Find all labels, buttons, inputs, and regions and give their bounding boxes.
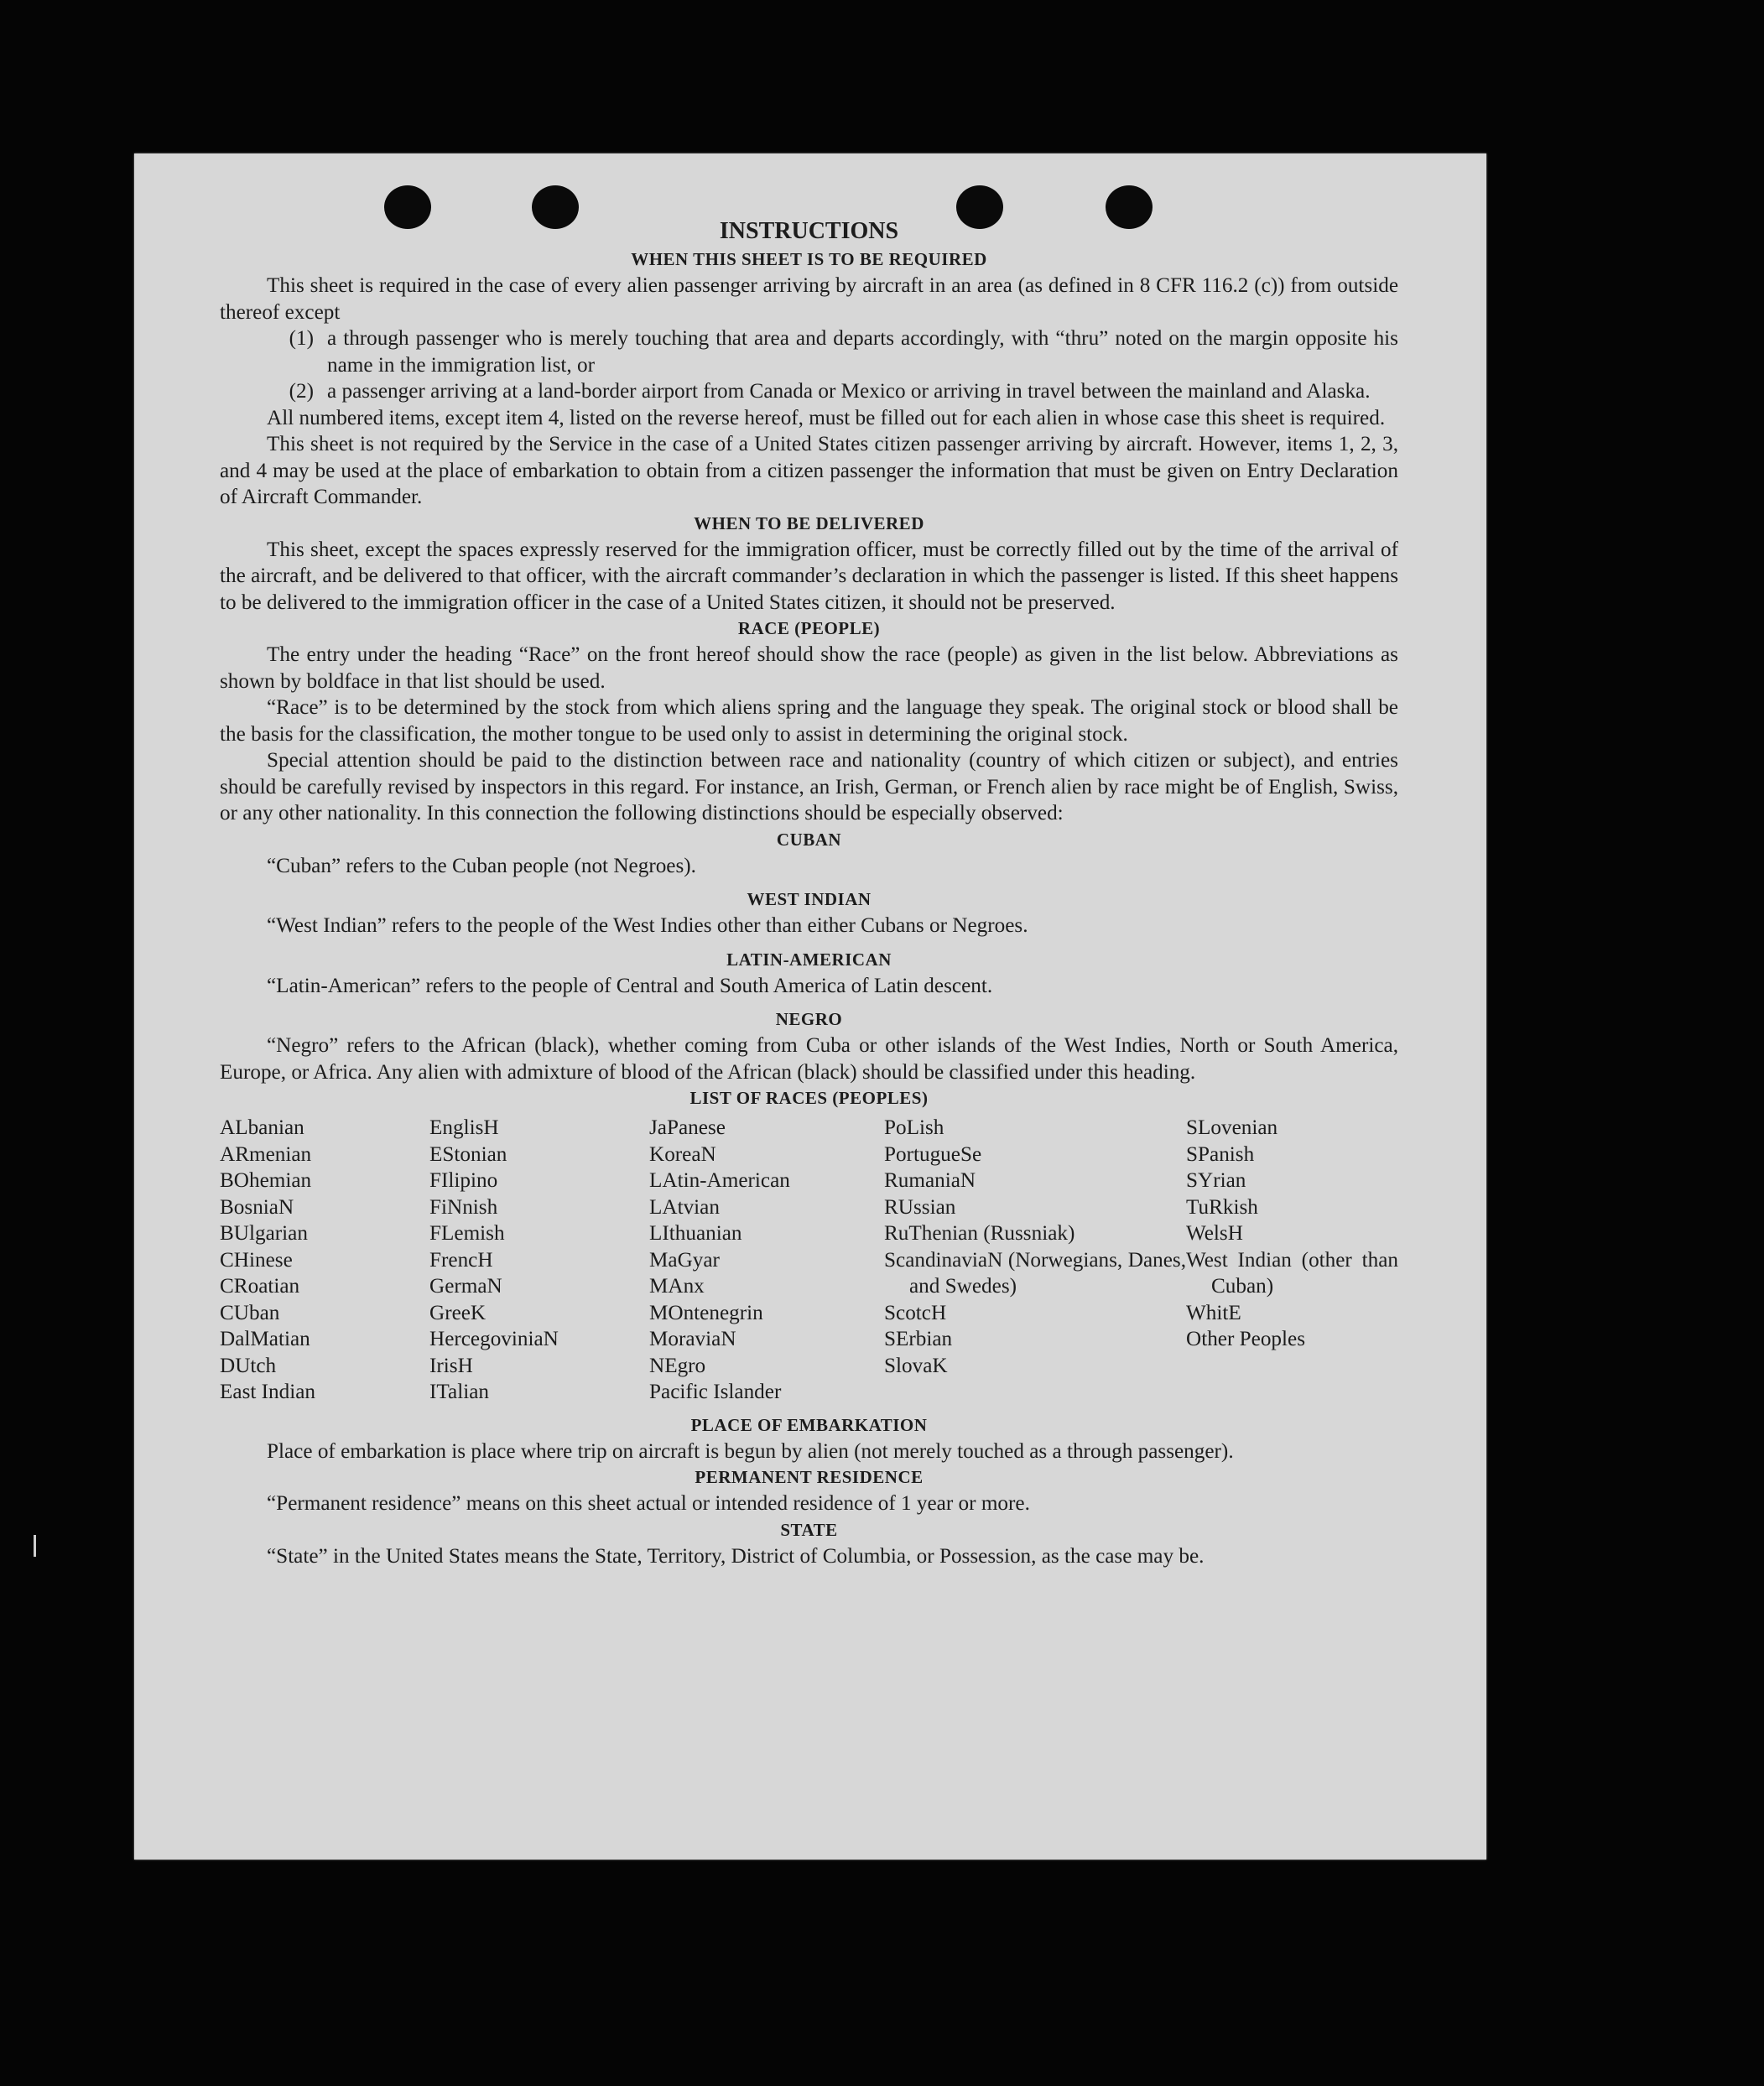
races-column (884, 1115, 1186, 1406)
race-entry: BosniaN (220, 1195, 294, 1219)
paragraph: “Permanent residence” means on this sheet actual or intended residence of 1 year or more. (267, 1492, 1030, 1515)
paragraph: The entry under the heading “Race” on the front hereof should show the race (people) as given in the list below. Abbreviations as shown by boldface in that list should be used. (220, 643, 1398, 693)
races-column (220, 1115, 429, 1406)
paragraph: Special attention should be paid to the distinction between race and nationality (country of which citizen or subject), and entries should be carefully revised by inspectors in this regard. For instance, an Irish, German, or French alien by race might be of English, Swiss, or any other nationality. In this connection the following distinctions should be especially observed: (220, 749, 1398, 825)
race-entry: SYrian (1186, 1169, 1246, 1192)
paragraph: “State” in the United States means the State, Territory, District of Columbia, or Possession, as the case may be. (267, 1544, 1205, 1568)
race-entry: TuRkish (1186, 1195, 1258, 1219)
races-column (1186, 1115, 1398, 1406)
race-entry: FrencH (429, 1248, 493, 1272)
list-item (220, 325, 1398, 378)
race-entry: BUlgarian (220, 1222, 308, 1245)
race-entry: EStonian (429, 1142, 507, 1166)
race-entry: FIlipino (429, 1169, 498, 1192)
paragraph: “West Indian” refers to the people of the West Indies other than either Cubans or Negroes. (267, 914, 1028, 937)
race-entry: PoLish (884, 1116, 944, 1139)
race-entry: KoreaN (649, 1142, 716, 1166)
section-heading: LATIN-AMERICAN (726, 949, 892, 970)
race-entry: CHinese (220, 1248, 293, 1272)
section-heading: CUBAN (776, 829, 842, 850)
section-heading: LIST OF RACES (PEOPLES) (689, 1088, 929, 1108)
races-column (429, 1115, 649, 1406)
instructions-text (220, 216, 1398, 1569)
item-number: (2) (289, 380, 314, 403)
race-entry: EnglisH (429, 1116, 499, 1139)
paragraph: This sheet is not required by the Service in the case of a United States citizen passenger arriving by aircraft. However, items 1, 2, 3, and 4 may be used at the place of embarkation to obtain from a citizen passenger the information that must be given on Entry Declaration of Aircraft Commander. (220, 433, 1398, 508)
section-heading: STATE (780, 1519, 838, 1540)
race-entry: Other Peoples (1186, 1328, 1305, 1350)
race-entry: JaPanese (649, 1116, 726, 1139)
section-heading: PERMANENT RESIDENCE (695, 1467, 924, 1487)
paragraph: All numbered items, except item 4, listed on the reverse hereof, must be filled out for each alien in whose case this sheet is required. (267, 406, 1386, 429)
item-number: (1) (289, 327, 314, 350)
race-entry: WhitE (1186, 1301, 1241, 1324)
page-title: INSTRUCTIONS (719, 218, 899, 244)
race-entry: RumaniaN (884, 1169, 976, 1192)
race-entry: CRoatian (220, 1275, 300, 1298)
race-entry: FLemish (429, 1222, 505, 1245)
race-entry: NEgro (649, 1354, 706, 1377)
race-entry: DUtch (220, 1354, 277, 1377)
item-text: a passenger arriving at a land-border airport from Canada or Mexico or arriving in travel between the mainland and Alaska. (327, 380, 1371, 403)
race-entry: HercegoviniaN (429, 1328, 559, 1350)
section-heading: NEGRO (775, 1009, 843, 1029)
race-entry: Pacific Islander (649, 1381, 782, 1403)
race-entry: LAtin-American (649, 1169, 790, 1192)
paragraph: This sheet, except the spaces expressly reserved for the immigration officer, must be correctly filled out by the time of the arrival of the aircraft, and be delivered to that officer, with the aircraft commander’s declaration in which the passenger is listed. If this sheet happens to be delivered to the immigration officer in the case of a United States citizen, it should not be preserved. (220, 538, 1398, 614)
section-heading: PLACE OF EMBARKATION (690, 1414, 928, 1435)
race-entry: WelsH (1186, 1222, 1243, 1245)
race-entry: ITalian (429, 1381, 489, 1403)
section-heading: RACE (PEOPLE) (737, 618, 881, 638)
race-entry: RuThenian (Russniak) (884, 1222, 1075, 1245)
section-heading: WHEN THIS SHEET IS TO BE REQUIRED (631, 249, 987, 269)
race-entry: CUban (220, 1301, 280, 1324)
race-entry: SLovenian (1186, 1116, 1278, 1139)
race-entry: FiNnish (429, 1195, 498, 1219)
paragraph: This sheet is required in the case of every alien passenger arriving by aircraft in an area (as defined in 8 CFR 116.2 (c)) from outside thereof except (220, 274, 1398, 324)
race-entry: LAtvian (649, 1195, 720, 1219)
section-heading: WHEN TO BE DELIVERED (694, 512, 924, 533)
race-entry: SlovaK (884, 1354, 948, 1377)
race-entry: GreeK (429, 1301, 487, 1324)
race-entry: West Indian (other than Cuban) (1186, 1248, 1398, 1298)
section-heading: WEST INDIAN (747, 889, 872, 909)
race-entry: GermaN (429, 1275, 502, 1298)
paragraph: “Negro” refers to the African (black), whether coming from Cuba or other islands of the West Indies, North or South America, Europe, or Africa. Any alien with admixture of blood of the African (black) should be classified under this heading. (220, 1034, 1398, 1084)
race-entry: DalMatian (220, 1328, 310, 1350)
document-page (134, 153, 1486, 1860)
list-item (220, 378, 1398, 405)
race-entry: East Indian (220, 1381, 316, 1403)
paragraph: “Latin-American” refers to the people of Central and South America of Latin descent. (267, 974, 993, 997)
race-entry: MoraviaN (649, 1328, 736, 1350)
paragraph: “Cuban” refers to the Cuban people (not Negroes). (267, 854, 696, 877)
scan-mark (34, 1535, 36, 1557)
item-text: a through passenger who is merely touching that area and departs accordingly, with “thru” noted on the margin opposite his name in the immigration list, or (327, 327, 1398, 377)
race-entry: BOhemian (220, 1169, 312, 1192)
race-entry: MAnx (649, 1275, 705, 1298)
race-entry: MaGyar (649, 1248, 720, 1272)
race-entry: PortugueSe (884, 1142, 982, 1166)
race-entry: LIthuanian (649, 1222, 742, 1245)
races-list (220, 1115, 1398, 1406)
race-entry: ScotcH (884, 1301, 947, 1324)
race-entry: SPanish (1186, 1142, 1255, 1166)
race-entry: RUssian (884, 1195, 956, 1219)
race-entry: SErbian (884, 1328, 953, 1350)
race-entry: ScandinaviaN (Norwegians, Danes, and Swedes) (884, 1248, 1186, 1298)
races-column (649, 1115, 884, 1406)
race-entry: MOntenegrin (649, 1301, 763, 1324)
paragraph: Place of embarkation is place where trip on aircraft is begun by alien (not merely touched as a through passenger). (267, 1439, 1234, 1463)
race-entry: IrisH (429, 1354, 473, 1377)
paragraph: “Race” is to be determined by the stock from which aliens spring and the language they speak. The original stock or blood shall be the basis for the classification, the mother tongue to be used only to assist in determining the original stock. (220, 696, 1398, 746)
race-entry: ARmenian (220, 1142, 312, 1166)
race-entry: ALbanian (220, 1116, 304, 1139)
